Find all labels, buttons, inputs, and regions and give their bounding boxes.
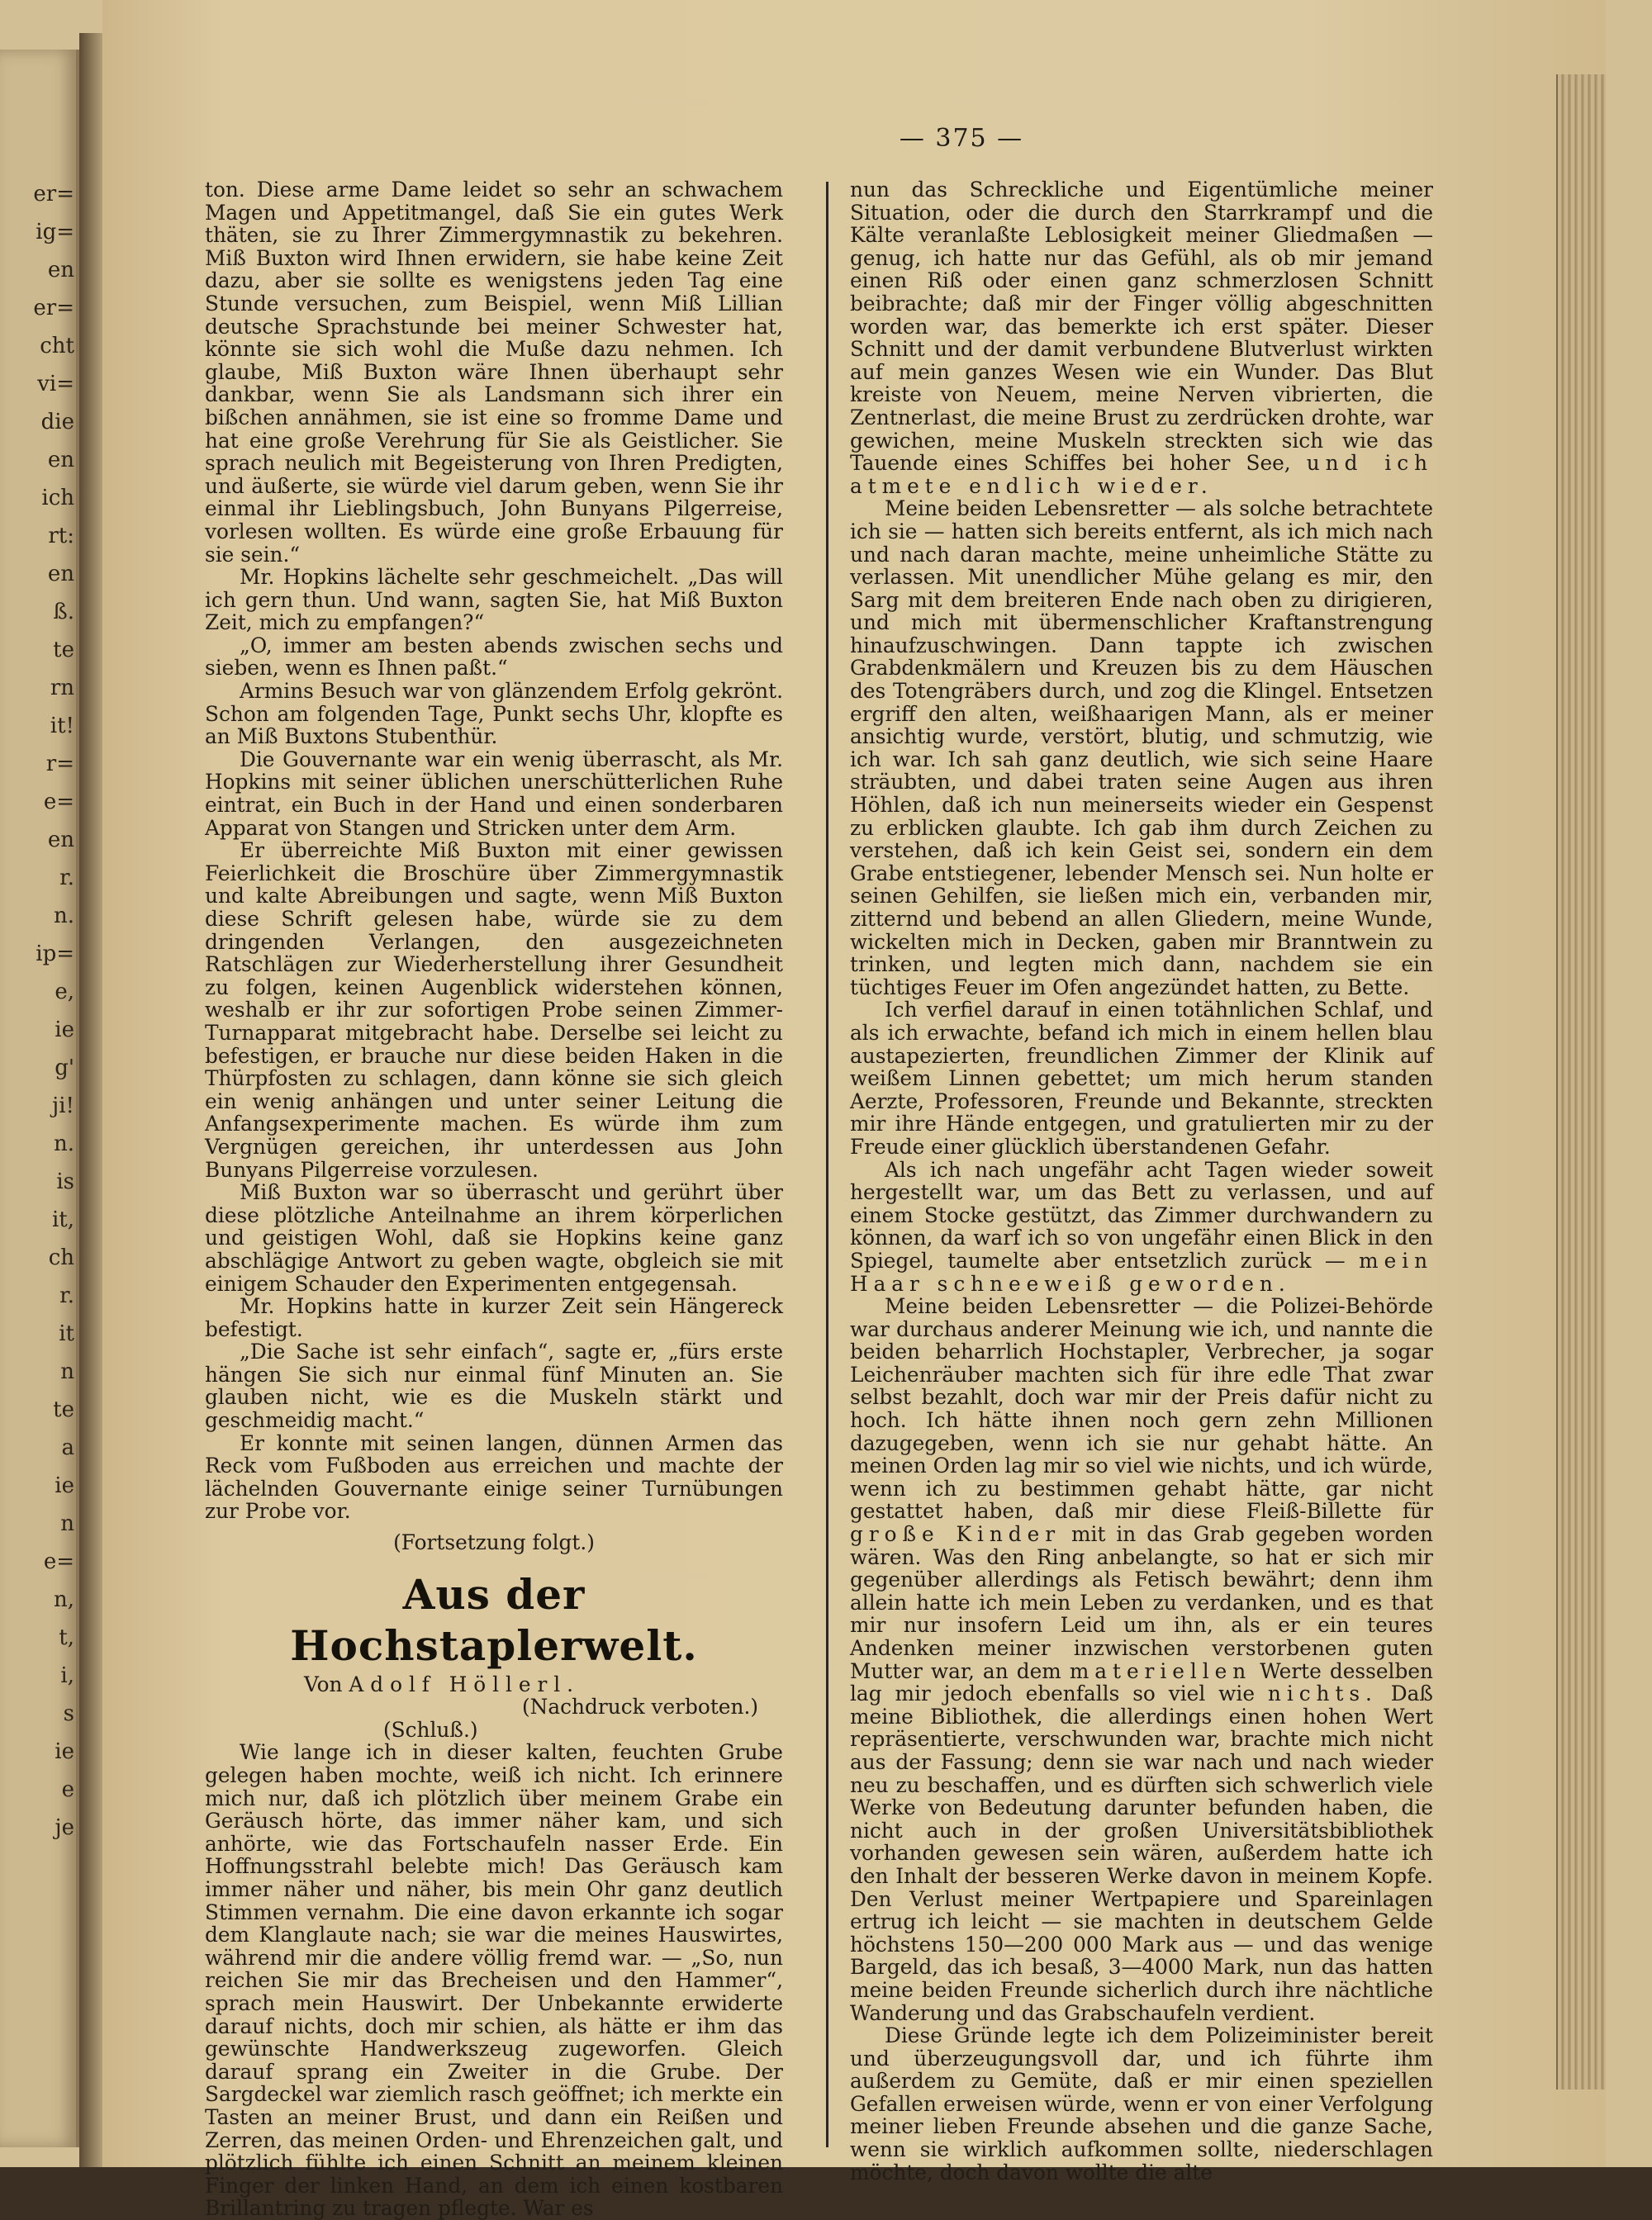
paragraph: Armins Besuch war von glänzendem Erfolg gekrönt. Schon am folgenden Tage, Punkt sechs Uhr, klopfte es an Miß Buxtons Stubenthür.	[205, 679, 783, 749]
previous-page-text-fragment: rn	[50, 676, 74, 700]
reprint-notice: (Nachdruck verboten.)	[521, 1695, 758, 1720]
previous-page-text-fragment: ig=	[36, 220, 74, 244]
paragraph: Er konnte mit seinen langen, dünnen Armen das Reck vom Fußboden aus erreichen und machte der lächelnden Gouvernante einige seiner Turnübungen zur Probe vor.	[205, 1430, 783, 1524]
previous-page-text-fragment: s	[63, 1701, 74, 1726]
text-run: Daß meine Bibliothek, die allerdings einen hohen Wert repräsentierte, verschwunden war, brachte mich nicht aus der Fassung; denn sie war nach und nach wieder neu zu beschaffen, und es dürften sich schwerlich viele Werke von Bedeutung darunter befunden haben, die nicht auch in der großen Universitätsbibliothek vorhanden gewesen sein wären, außerdem hatte ich den Inhalt der besseren Werke davon in meinem Kopfe. Den Verlust meiner Wertpapiere und Spareinlagen ertrug ich leicht — sie machten in deutschem Gelde höchstens 150—200 000 Mark aus — und das wenige Bargeld, das ich besaß, 3—4000 Mark, nun das hatten meine beiden Freunde sicherlich durch ihre nächtliche Wanderung und das Grabschaufeln verdient.	[850, 1682, 1433, 2025]
previous-page-text-fragment: ji!	[52, 1093, 74, 1118]
previous-page-text-fragment: n	[60, 1359, 74, 1384]
previous-page-fragment	[0, 50, 79, 2147]
paragraph	[850, 1295, 1433, 2024]
spaced-text: nichts.	[1267, 1682, 1378, 1706]
paragraph: Ich verfiel darauf in einen totähnlichen Schlaf, und als ich erwachte, befand ich mich in einem hellen blau austapezierten, freundlichen Zimmer der Klinik auf weißem Linnen gebettet; um mich herum standen Aerzte, Professoren, Freunde und Bekannte, streckten mir ihre Hände entgegen, und gratulierten mir zu der Freude einer glücklich überstandenen Gefahr.	[850, 998, 1433, 1159]
previous-page-text-fragment: e,	[55, 980, 74, 1004]
paragraph	[850, 1159, 1433, 1296]
previous-page-text-fragment: rt:	[48, 524, 74, 548]
previous-page-text-fragment: ie	[55, 1017, 74, 1042]
byline	[205, 1673, 783, 1696]
paragraph: Diese Gründe legte ich dem Polizeiminister bereit und überzeugungsvoll dar, und ich führte ihm außerdem zu Gemüte, daß er mir einen speziellen Gefallen erweisen würde, wenn er von einer Verfolgung meiner lieben Freunde absehen und die ganze Sache, wenn sie wirklich aufkommen sollte, niederschlagen möchte, doch davon wollte die alte	[850, 2023, 1433, 2184]
paragraph: Wie lange ich in dieser kalten, feuchten Grube gelegen haben mochte, weiß ich nicht. Ich erinnere mich nur, daß ich plötzlich über meinem Grabe ein Geräusch hörte, das immer näher kam, und sich anhörte, wie das Fortschaufeln nasser Erde. Ein Hoffnungsstrahl belebte mich! Das Geräusch kam immer näher und näher, bis mein Ohr ganz deutlich Stimmen vernahm. Die eine davon erkannte ich sogar dem Klanglaute nach; sie war die meines Hauswirtes, während mir die andere völlig fremd war. — „So, nun reichen Sie mir das Brecheisen und den Hammer“, sprach mein Hauswirt. Der Unbekannte erwiderte darauf nichts, doch mir schien, als hätte er ihm das gewünschte Handwerkszeug zugeworfen. Gleich darauf sprang ein Zweiter in die Grube. Der Sargdeckel war ziemlich rasch geöffnet; ich merkte ein Tasten an meiner Brust, und dann ein Reißen und Zerren, das meinen Orden- und Ehrenzeichen galt, und plötzlich fühlte ich einen Schnitt an meinem kleinen Finger der linken Hand, an dem ich einen kostbaren Brillantring zu tragen pflegte. War es	[205, 1740, 783, 2220]
left-column	[205, 178, 783, 2220]
previous-page-text-fragment: te	[53, 1397, 74, 1422]
continuation-note: (Fortsetzung folgt.)	[393, 1530, 595, 1555]
previous-page-text-fragment: en	[47, 828, 74, 852]
page-number: — 375 —	[899, 124, 1024, 153]
right-column	[850, 178, 1434, 2184]
text-run: Werte desselben lag mir jedoch ebenfalls so viel wie	[850, 1658, 1433, 1706]
previous-page-text-fragment: die	[40, 410, 74, 434]
book-gutter	[79, 33, 102, 2167]
previous-page-text-fragment: ie	[55, 1473, 74, 1498]
page-stack-edge	[1556, 74, 1606, 2090]
previous-page-text-fragment: i,	[60, 1663, 74, 1688]
previous-page-text-fragment: n.	[53, 904, 74, 928]
spaced-text: mein Haar schneeweiß geworden.	[850, 1248, 1433, 1296]
previous-page-text-fragment: e	[61, 1777, 74, 1802]
previous-page-text-fragment: cht	[40, 334, 74, 358]
paragraph: „O, immer am besten abends zwischen sechs und sieben, wenn es Ihnen paßt.“	[205, 633, 783, 681]
previous-page-text-fragment: ch	[48, 1245, 74, 1270]
spaced-text: und ich atmete endlich wieder.	[850, 451, 1434, 498]
previous-page-text-fragment: n,	[53, 1587, 74, 1612]
text-run: nun das Schreckliche und Eigentümliche meiner Situation, oder die durch den Starrkrampf und die Kälte veranlaßte Leblosigkeit meiner Gliedmaßen — genug, ich hatte nur das Gefühl, als ob mir jemand einen Riß oder einen ganz schmerzlosen Schnitt beibrachte; daß mir der Finger völlig abgeschnitten worden war, das bemerkte ich erst später. Dieser Schnitt und der damit verbundene Blutverlust wirkten auf mein ganzes Wesen wie ein Wunder. Das Blut kreiste von Neuem, meine Nerven vibrierten, die Zentnerlast, die meine Brust zu zerdrücken drohte, war gewichen, meine Muskeln streckten sich wie das Tauende eines Schiffes bei hoher See,	[850, 178, 1433, 476]
previous-page-text-fragment: a	[61, 1435, 74, 1460]
previous-page-text-fragment: t,	[59, 1625, 74, 1650]
text-run: Meine beiden Lebensretter — die Polizei-Behörde war durchaus anderer Meinung wie ich, und nannte die beiden beharrlich Hochstapler, Verbrecher, ja sogar Leichenräuber machten sich für ihre edle That zwar selbst bezahlt, doch war mir der Preis dafür nicht zu hoch. Ich hätte ihnen noch gern zehn Millionen dazugegeben, wenn ich sie nur gehabt hätte. An meinen Orden lag mir so viel wie nichts, und ich würde, wenn ich zu bestimmen gehabt hätte, gar nicht gestattet haben, daß mir diese Fleiß-Billette für	[850, 1294, 1433, 1524]
paragraph: Mr. Hopkins lächelte sehr geschmeichelt. „Das will ich gern thun. Und wann, sagten Sie, hat Miß Buxton Zeit, mich zu empfangen?“	[205, 565, 783, 635]
column-divider	[826, 182, 828, 2147]
previous-page-text-fragment: it	[59, 1321, 74, 1346]
paragraph	[850, 178, 1433, 497]
previous-page-text-fragment: ich	[41, 486, 74, 510]
previous-page-text-fragment: ie	[55, 1739, 74, 1764]
paragraph: Er überreichte Miß Buxton mit einer gewissen Feierlichkeit die Broschüre über Zimmergymnastik und kalte Abreibungen und sagte, wenn Miß Buxton diese Schrift gelesen habe, würde sie zu dem dringenden Verlangen, den ausgezeichneten Ratschlägen zur Wiederherstellung ihrer Gesundheit zu folgen, keinen Augenblick widerstehen können, weshalb er ihr zur sofortigen Probe seinen Zimmer-Turnapparat mitgebracht habe. Derselbe sei leicht zu befestigen, er brauche nur diese beiden Haken in die Thürpfosten zu schlagen, dann könne sie sich gleich ein wenig anhängen und unter seiner Leitung die Anfangsexperimente machen. Es würde ihm zum Vergnügen gereichen, ihr unterdessen aus John Bunyans Pilgerreise vorzulesen.	[205, 838, 783, 1182]
paragraph: Miß Buxton war so überrascht und gerührt über diese plötzliche Anteilnahme an ihrem körperlichen und geistigen Wohl, daß sie Hopkins keine ganz abschlägige Antwort zu geben wagte, obgleich sie mit einigem Schauder den Experimenten entgegensah.	[205, 1180, 783, 1296]
spaced-text: materiellen	[1069, 1658, 1252, 1683]
byline-prefix: Von	[304, 1672, 343, 1696]
previous-page-text-fragment: en	[47, 562, 74, 586]
previous-page-text-fragment: ip=	[36, 942, 74, 966]
previous-page-text-fragment: te	[53, 638, 74, 662]
page-375	[102, 0, 1606, 2220]
paragraph: „Die Sache ist sehr einfach“, sagte er, „fürs erste hängen Sie sich nur einmal fünf Minuten an. Sie glauben nicht, wie es die Muskeln stärkt und geschmeidig macht.“	[205, 1340, 783, 1433]
previous-page-text-fragment: en	[47, 258, 74, 282]
previous-page-text-fragment: e=	[43, 1549, 74, 1574]
paragraph: Meine beiden Lebensretter — als solche betrachtete ich sie — hatten sich bereits entfernt, als ich mich nach und nach daran machte, meine unheimliche Stätte zu verlassen. Mit unendlicher Mühe gelang es mir, den Sarg mit dem breiteren Ende nach oben zu dirigieren, und mich mit übermenschlicher Kraftanstrengung hinaufzuschwingen. Dann tappte ich zwischen Grabdenkmälern und Kreuzen bis zu dem Häuschen des Totengräbers durch, und zog die Klingel. Entsetzen ergriff den alten, weißhaarigen Mann, als er meiner ansichtig wurde, verstört, blutig, und schmutzig, wie ich war. Ich sah ganz deutlich, wie sich seine Haare sträubten, und dabei traten seine Augen aus ihren Höhlen, daß ich nun meinerseits wieder ein Gespenst zu erblicken glaubte. Ich gab ihm durch Zeichen zu verstehen, daß ich kein Geist sei, sondern ein dem Grabe entstiegener, lebender Mensch sei. Nun holte er seinen Gehilfen, sie ließen mich ein, verbanden mir, zitternd und bebend an allen Gliedern, meine Wunde, wickelten mich in Decken, gaben mir Branntwein zu trinken, und legten mich dann, nachdem sie ein tüchtiges Feuer im Ofen angezündet hatten, zu Bette.	[850, 496, 1433, 999]
paragraph: Die Gouvernante war ein wenig überrascht, als Mr. Hopkins mit seiner üblichen unerschütterlichen Ruhe eintrat, ein Buch in der Hand und einen sonderbaren Apparat von Stangen und Stricken unter dem Arm.	[205, 747, 783, 840]
previous-page-text-fragment: r=	[45, 752, 74, 776]
paragraph: ton. Diese arme Dame leidet so sehr an schwachem Magen und Appetitmangel, daß Sie ein gutes Werk thäten, sie zu Ihrer Zimmergymnastik zu bekehren. Miß Buxton wird Ihnen erwidern, sie habe keine Zeit dazu, aber sie sollte es wenigstens jeden Tag eine Stunde versuchen, zum Beispiel, wenn Miß Lillian deutsche Sprachstunde bei meiner Schwester hat, könnte sie sich wohl die Muße dazu nehmen. Ich glaube, Miß Buxton wäre Ihnen überhaupt sehr dankbar, wenn Sie als Landsmann sich ihrer ein bißchen annähmen, sie ist eine so fromme Dame und hat eine große Verehrung für Sie als Geistlicher. Sie sprach neulich mit Begeisterung von Ihren Predigten, und äußerte, sie würde viel darum geben, wenn Sie ihr einmal ihr Lieblingsbuch, John Bunyans Pilgerreise, vorlesen wollten. Es würde eine große Erbauung für sie sein.“	[205, 178, 783, 567]
text-run: Als ich nach ungefähr acht Tagen wieder soweit hergestellt war, um das Bett zu verlassen, und auf einem Stocke gestützt, das Zimmer durchwandern zu können, da warf ich so von ungefähr einen Blick in den Spiegel, taumelte aber entsetzlich zurück —	[850, 1157, 1433, 1273]
previous-page-text-fragment: n.	[53, 1131, 74, 1156]
previous-page-text-fragment: it,	[51, 1207, 74, 1232]
conclusion-label: (Schluß.)	[383, 1717, 478, 1742]
text-run: mit in das Grab gegeben worden wären. Was den Ring anbelangte, so hat er sich mir gegenüber allerdings als Fetisch bewährt; denn ihm allein hatte ich mein Leben zu verdanken, und es that mir nur insofern Leid um ihn, als er ein teures Andenken meiner inzwischen verstorbenen guten Mutter war, an dem	[850, 1522, 1433, 1683]
previous-page-text-fragment: is	[56, 1169, 74, 1194]
previous-page-text-fragment: g'	[55, 1055, 74, 1080]
spaced-text: große Kinder	[850, 1522, 1061, 1547]
previous-page-text-fragment: vi=	[37, 372, 74, 396]
previous-page-text-fragment: r.	[59, 866, 74, 890]
previous-page-text-fragment: e=	[43, 790, 74, 814]
byline-author: Adolf Höllerl.	[349, 1672, 580, 1696]
paragraph: Mr. Hopkins hatte in kurzer Zeit sein Hängereck befestigt.	[205, 1294, 783, 1341]
previous-page-text-fragment: er=	[33, 182, 74, 206]
previous-page-text-fragment: it!	[50, 714, 74, 738]
article-title: Aus der Hochstaplerwelt.	[290, 1569, 698, 1670]
previous-page-text-fragment: je	[55, 1815, 74, 1840]
previous-page-text-fragment: n	[60, 1511, 74, 1536]
previous-page-text-fragment: er=	[33, 296, 74, 320]
previous-page-text-fragment: ß.	[53, 600, 74, 624]
previous-page-text-fragment: r.	[59, 1283, 74, 1308]
previous-page-text-fragment: en	[47, 448, 74, 472]
